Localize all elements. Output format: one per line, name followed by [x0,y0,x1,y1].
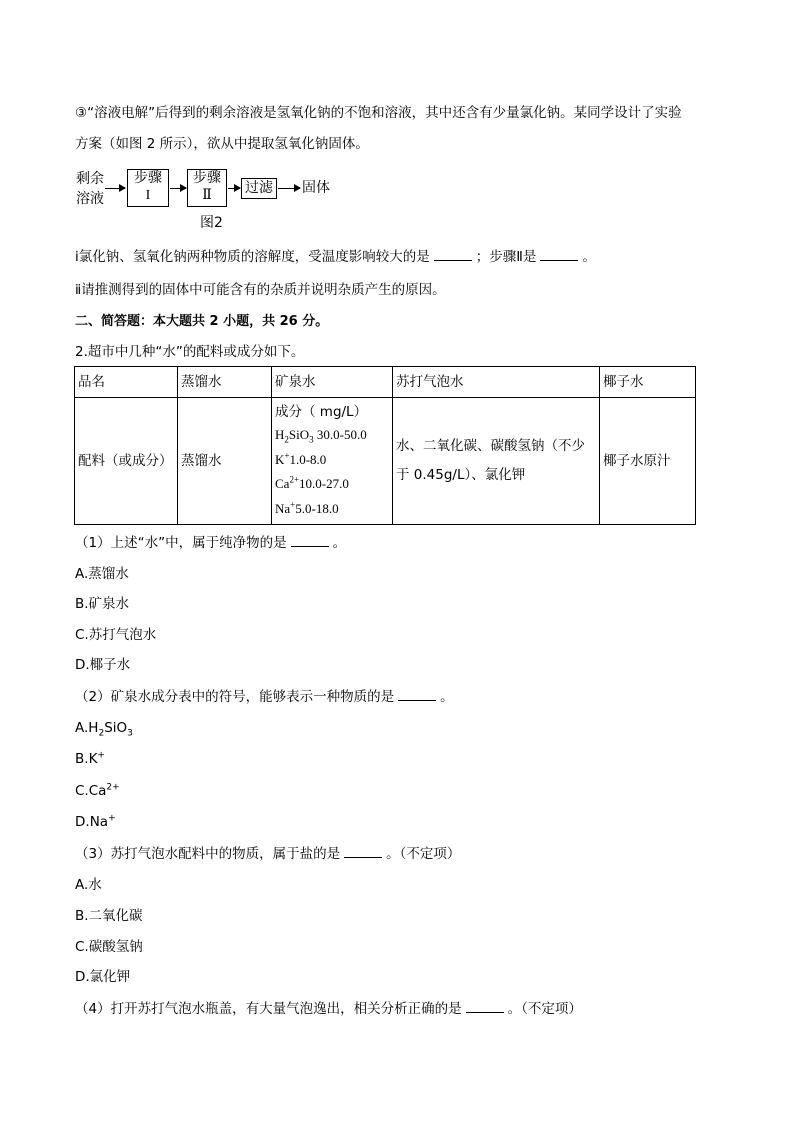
diagram-input-line1: 剩余 [76,171,104,187]
arrow-3 [228,188,240,189]
step1-box [127,169,169,207]
option-item[interactable]: D.氯化钾 [75,969,131,985]
step1-numeral: I [145,188,151,203]
row-label-cell: 配料（或成分） [75,398,178,525]
sub1-text: （1）上述“水”中，属于纯净物的是 [75,535,287,551]
step2-box [187,169,227,207]
answer-blank[interactable] [466,1000,504,1013]
arrow-1 [105,188,125,189]
sub1-end: 。 [332,535,347,551]
q3-line2: 方案（如图 2 所示），欲从中提取氢氧化钠固体。 [75,136,369,152]
header-cell: 苏打气泡水 [393,367,600,398]
answer-blank[interactable] [344,845,382,858]
sub1-question [75,533,346,553]
sub2-text: （2）矿泉水成分表中的符号，能够表示一种物质的是 [75,689,395,705]
header-cell: 矿泉水 [272,367,393,398]
option-item[interactable]: C.苏打气泡水 [75,627,157,643]
answer-blank[interactable] [434,248,472,261]
sub3-end: 。（不定项） [386,846,461,862]
flow-diagram [74,168,374,238]
option-item[interactable]: D.椰子水 [75,657,131,673]
q3-sub-i-end: 。 [582,249,596,265]
mineral-cell [272,398,393,525]
section-heading: 二、简答题：本大题共 2 小题，共 26 分。 [75,314,329,329]
option-item[interactable]: A.水 [75,877,102,893]
q2-intro: 2.超市中几种“水”的配料或成分如下。 [75,344,305,360]
answer-blank[interactable] [540,248,578,261]
answer-blank[interactable] [398,688,436,701]
arrow-4 [278,188,300,189]
header-cell: 品名 [75,367,178,398]
q3-sub-i-text: ⅰ氯化钠、氢氧化钠两种物质的溶解度，受温度影响较大的是 [75,249,430,265]
sub2-question [75,687,454,707]
mineral-k: K+1.0-8.0 [275,450,327,467]
diagram-output: 固体 [302,180,330,196]
q3-sub-i [75,247,596,267]
q3-sub-ii: ⅱ请推测得到的固体中可能含有的杂质并说明杂质产生的原因。 [75,282,446,298]
soda-cell: 水、二氧化碳、碳酸氢钠（不少于 0.45g/L）、氯化钾 [393,398,600,525]
sub2-end: 。 [440,689,454,705]
sub4-question [75,999,582,1019]
option-item[interactable]: $C.Ca^{2+}$ [75,782,120,799]
diagram-input-line2: 溶液 [76,191,104,207]
option-item[interactable]: C.碳酸氢钠 [75,939,143,955]
step2-numeral: Ⅱ [202,188,212,203]
table-header-row [75,367,696,398]
ingredients-table [74,366,696,525]
header-cell: 蒸馏水 [178,367,272,398]
option-item[interactable]: A.蒸馏水 [75,566,129,582]
option-item[interactable]: B.二氧化碳 [75,908,143,924]
answer-blank[interactable] [291,534,329,547]
mineral-ca: $Ca^{2+}10.0-27.0$ [275,474,349,491]
step2-label: 步骤 [193,170,221,186]
header-cell: 椰子水 [600,367,696,398]
mineral-h2sio3: $H_2SiO_3$ 30.0-50.0 [275,427,367,445]
sub4-end: 。（不定项） [507,1001,582,1017]
q3-sub-i-mid: ；步骤Ⅱ是 [475,249,537,265]
arrow-2 [170,188,186,189]
sub3-text: （3）苏打气泡水配料中的物质，属于盐的是 [75,846,341,862]
mineral-na: Na+5.0-18.0 [275,499,339,516]
distilled-cell: 蒸馏水 [178,398,272,525]
q3-line1: ③“溶液电解”后得到的剩余溶液是氢氧化钠的不饱和溶液，其中还含有少量氯化钠。某同学设计了实验 [75,105,682,121]
option-item[interactable]: B.矿泉水 [75,596,130,612]
filter-box: 过滤 [241,178,277,199]
option-item[interactable]: B.K+ [75,750,105,767]
sub4-text: （4）打开苏打气泡水瓶盖，有大量气泡逸出，相关分析正确的是 [75,1001,462,1017]
table-row [75,398,696,525]
option-item[interactable]: D.Na+ [75,813,116,830]
mineral-title: 成分（ mg/L） [275,404,368,420]
coconut-cell: 椰子水原汁 [600,398,696,525]
sub3-question [75,844,460,864]
step1-label: 步骤 [134,170,162,186]
option-item[interactable]: $A.H_2SiO_3$ [75,720,133,739]
figure-caption: 图2 [200,215,223,231]
